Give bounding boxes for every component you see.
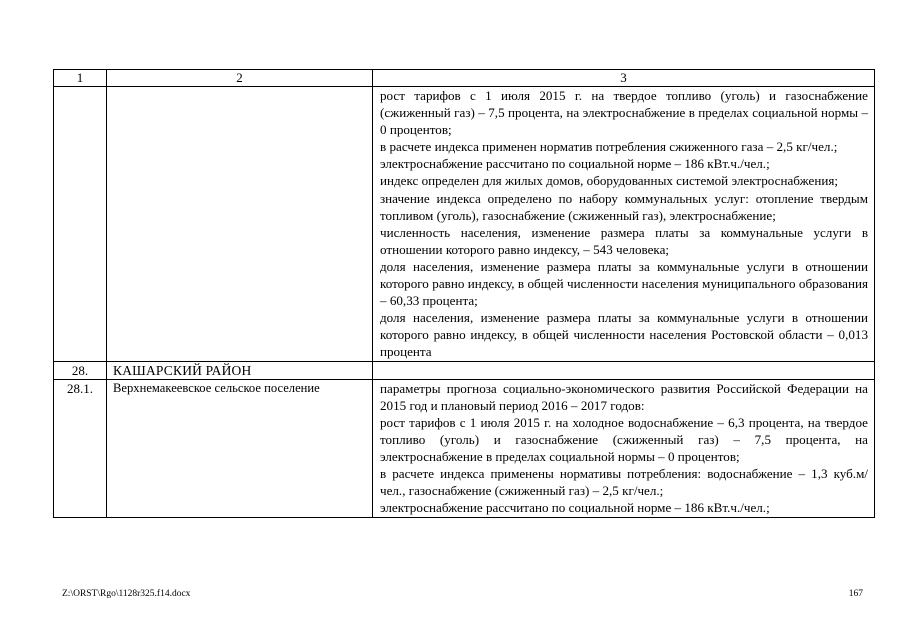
settlement-name: Верхнемакеевское сельское поселение [107,379,373,517]
paragraph: индекс определен для жилых домов, оборудованных системой электроснабжения; [380,173,839,189]
district-number: 28. [54,361,107,379]
settlement-number: 28.1. [54,379,107,517]
footer-file-path: Z:\ORST\Rgo\1128r325.f14.docx [62,589,191,599]
paragraph: доля населения, изменение размера платы за коммунальные услуги в отношении которого равно индексу, в общей численности населения Ростовской области – 0,013 процента [380,310,868,360]
paragraph: численность населения, изменение размера платы за коммунальные услуги в отношении которого равно индексу, – 543 человека; [380,224,868,257]
paragraph: в расчете индекса применены нормативы потребления: водоснабжение – 1,3 куб.м/чел., газоснабжение (сжиженный газ) – 2,5 кг/чел.; [380,466,868,499]
paragraph: в расчете индекса применен норматив потребления сжиженного газа – 2,5 кг/чел.; [380,139,838,155]
header-col-3: 3 [373,70,875,87]
document-table [53,69,875,518]
table-row-continuation [54,87,875,362]
paragraph: электроснабжение рассчитано по социальной норме – 186 кВт.ч./чел.; [380,156,770,172]
table-row-settlement [54,379,875,517]
header-col-2: 2 [107,70,373,87]
paragraph: рост тарифов с 1 июля 2015 г. на твердое топливо (уголь) и газоснабжение (сжиженный газ) – 7,5 процента, на электроснабжение в пределах социальной нормы – 0 процентов; [380,88,868,138]
paragraph: рост тарифов с 1 июля 2015 г. на холодное водоснабжение – 6,3 процента, на твердое топливо (уголь) и газоснабжение (сжиженный газ) – 7,5 процента, на электроснабжение в пределах социальной нормы – 0 процентов; [380,414,868,465]
header-col-1: 1 [54,70,107,87]
paragraph: доля населения, изменение размера платы за коммунальные услуги в отношении которого равно индексу, в общей численности населения муниципального образования – 60,33 процента; [380,258,868,309]
row-number [54,87,107,362]
table-row-district [54,361,875,379]
paragraph: электроснабжение рассчитано по социальной норме – 186 кВт.ч./чел.; [380,500,770,516]
paragraph: параметры прогноза социально-экономического развития Российской Федерации на 2015 год и плановый период 2016 – 2017 годов: [380,380,868,413]
row-label [107,87,373,362]
settlement-text [373,379,875,517]
table-header-row [54,70,875,87]
row-text [373,87,875,362]
district-name: КАШАРСКИЙ РАЙОН [107,361,373,379]
district-empty-cell [373,361,875,379]
paragraph: значение индекса определено по набору коммунальных услуг: отопление твердым топливом (уголь), газоснабжение (сжиженный газ), электроснабжение; [380,190,868,223]
footer-page-number: 167 [848,589,863,599]
